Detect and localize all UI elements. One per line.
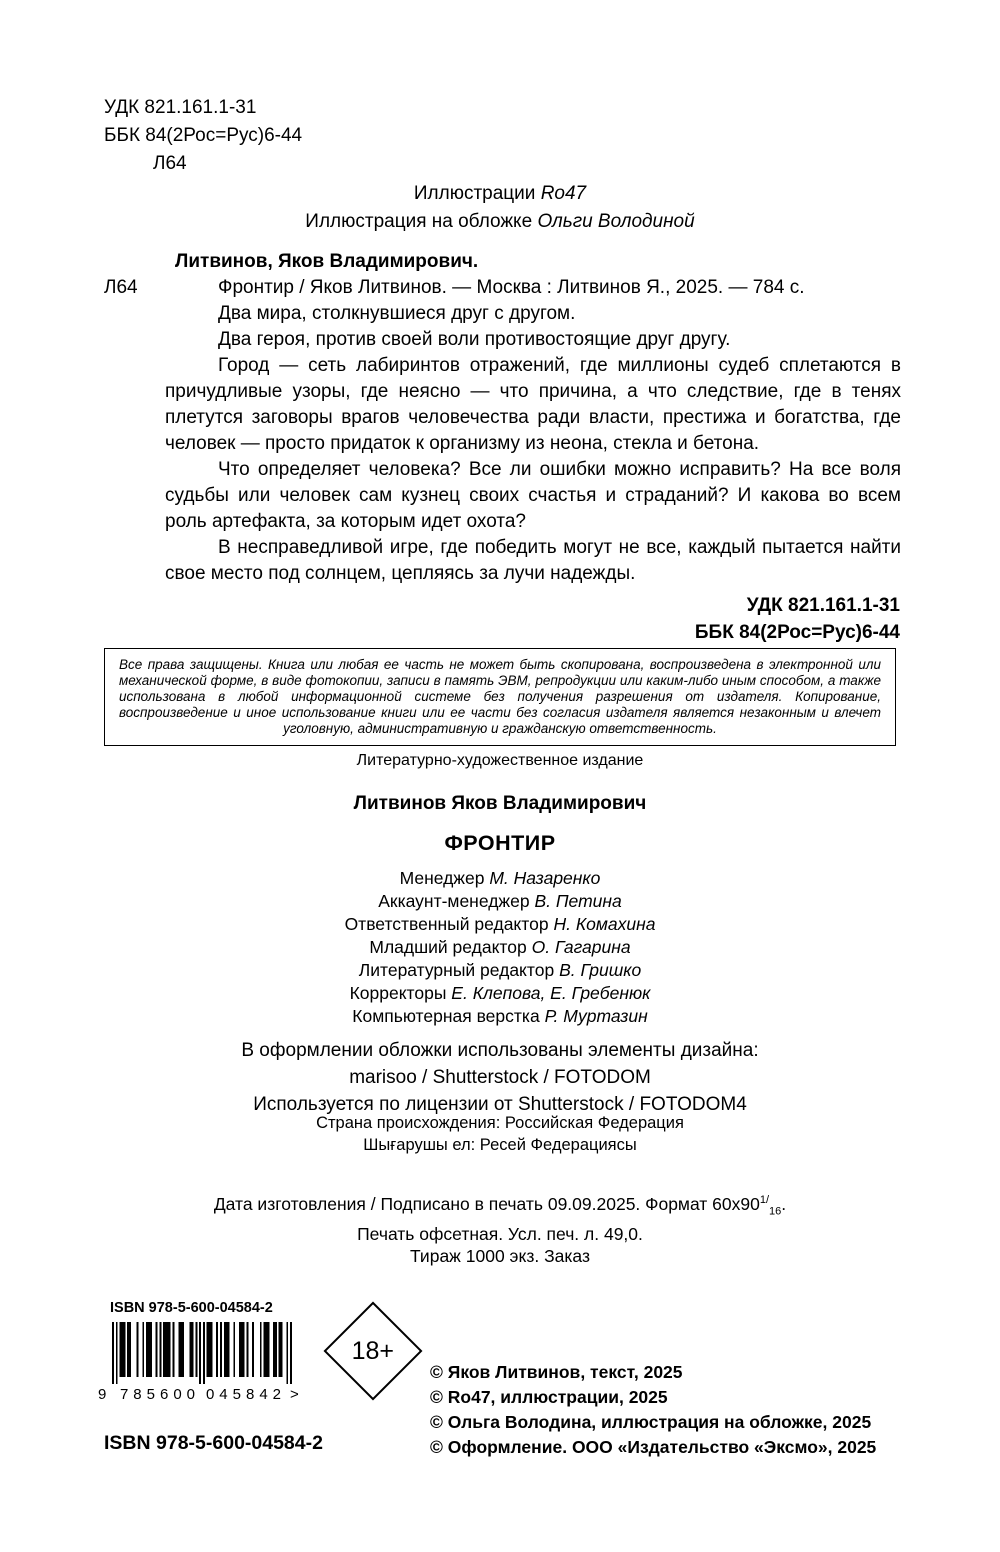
print-info-line — [0, 1189, 1000, 1223]
isbn-barcode — [98, 1322, 303, 1404]
cover-illustration-credit-line — [0, 208, 1000, 236]
credit-role: Младший редактор — [369, 937, 527, 957]
classification-codes-right — [695, 592, 900, 646]
udk-code: УДК 821.161.1-31 — [104, 97, 257, 118]
barcode-digits — [98, 1386, 303, 1404]
isbn-label-top: ISBN 978-5-600-04584-2 — [110, 1300, 273, 1316]
credit-role: Литературный редактор — [358, 960, 555, 980]
copyright-line: © Яков Литвинов, текст, 2025 — [430, 1362, 683, 1382]
bbk-code: ББК 84(2Рос=Рус)6-44 — [104, 125, 303, 146]
barcode-digit-first: 9 — [98, 1386, 107, 1403]
bib-entry: Фронтир / Яков Литвинов. — Москва : Литвинов Я., 2025. — 784 с. — [218, 277, 805, 298]
rights-notice-box — [104, 648, 896, 746]
credit-line — [0, 936, 1000, 959]
design-credit-line: marisoo / Shutterstock / FOTODOM — [349, 1067, 651, 1088]
credit-line — [0, 913, 1000, 936]
annotation-paragraph: Два мира, столкнувшиеся друг с другом. — [218, 303, 576, 324]
illustration-credit-label: Иллюстрации — [413, 183, 536, 204]
print-info-line: Печать офсетная. Усл. печ. л. 49,0. — [357, 1223, 643, 1244]
barcode-bars — [112, 1322, 292, 1384]
print-info — [0, 1189, 1000, 1268]
credit-role: Корректоры — [349, 983, 447, 1003]
credit-name: М. Назаренко — [489, 868, 601, 888]
udk-code-right: УДК 821.161.1-31 — [746, 595, 900, 616]
barcode-end-mark: > — [290, 1386, 299, 1403]
shelf-code: Л64 — [153, 153, 187, 174]
cover-design-credit — [0, 1037, 1000, 1118]
age-rating-badge — [324, 1302, 423, 1401]
origin-line: Страна происхождения: Российская Федерация — [316, 1114, 684, 1132]
bib-author-heading: Литвинов, Яков Владимирович. — [175, 251, 479, 272]
credit-line — [0, 959, 1000, 982]
print-date-format: Дата изготовления / Подписано в печать 09.09.2025. Формат 60x90 — [213, 1193, 760, 1214]
credit-name: Е. Клепова, Е. Гребенюк — [451, 983, 651, 1003]
credit-line — [0, 867, 1000, 890]
copyright-block — [430, 1360, 876, 1460]
print-info-line: Тираж 1000 экз. Заказ — [410, 1246, 590, 1267]
barcode-digit-group-1: 785600 — [119, 1386, 201, 1403]
bib-shelf-code: Л64 — [104, 277, 138, 298]
format-superscript: 1/ — [759, 1194, 770, 1206]
annotation-paragraph: Город — сеть лабиринтов отражений, где миллионы судеб сплетаются в причудливые узоры, где неясно — что причина, а что следствие, где в тенях плетутся заговоры врагов человечества ради власти, престижа и богатства, где человек — просто придаток к организму из неона, стекла и бетона. — [165, 355, 901, 454]
annotation-paragraph: Два героя, против своей воли противостоящие друг другу. — [218, 329, 731, 350]
design-credit-line: В оформлении обложки использованы элементы дизайна: — [241, 1040, 759, 1061]
bbk-code-right: ББК 84(2Рос=Рус)6-44 — [694, 622, 900, 643]
credit-name: Н. Комахина — [553, 914, 656, 934]
design-credit-line: Используется по лицензии от Shutterstock / FOTODOM4 — [253, 1094, 747, 1115]
cover-illustration-label: Иллюстрация на обложке — [305, 211, 533, 232]
format-suffix: . — [781, 1193, 787, 1214]
origin-info — [0, 1112, 1000, 1156]
book-title: ФРОНТИР — [444, 831, 556, 855]
staff-credits — [0, 867, 1000, 1028]
cover-illustrator-name: Ольги Володиной — [537, 211, 695, 232]
credit-line — [0, 982, 1000, 1005]
bibliographic-record — [104, 249, 901, 587]
copyright-line: © Оформление. ООО «Издательство «Эксмо», 2025 — [430, 1437, 877, 1457]
rights-notice-text: Все права защищены. Книга или любая ее часть не может быть скопирована, воспроизведена в электронной или механической форме, в виде фотокопии, записи в память ЭВМ, репродукции или каким-либо иным способом, а также использована в любой информационной системе без получения разрешения от издателя. Копирование, воспроизведение и иное использование книги или ее части без согласия издателя является незаконным и влечет уголовную, административную и гражданскую ответственность. — [119, 657, 881, 736]
illustration-credits — [0, 180, 1000, 236]
credit-role: Менеджер — [399, 868, 485, 888]
credit-role: Компьютерная верстка — [352, 1006, 540, 1026]
annotation-paragraph: Что определяет человека? Все ли ошибки можно исправить? На все воля судьбы или человек сам кузнец своих счастья и страданий? И какова во всем роль артефакта, за которым идет охота? — [165, 459, 901, 532]
edition-type: Литературно-художественное издание — [356, 752, 644, 769]
age-rating-text: 18+ — [351, 1336, 395, 1365]
credit-line — [0, 890, 1000, 913]
credit-line — [0, 1005, 1000, 1028]
credit-role: Аккаунт-менеджер — [378, 891, 530, 911]
format-subscript: 16 — [769, 1205, 782, 1218]
origin-line: Шығарушы ел: Ресей Федерациясы — [363, 1136, 637, 1154]
annotation-paragraph: В несправедливой игре, где победить могут не все, каждый пытается найти свое место под солнцем, цепляясь за лучи надежды. — [165, 537, 901, 584]
isbn-label-bottom: ISBN 978-5-600-04584-2 — [104, 1432, 323, 1454]
credit-name: Р. Муртазин — [544, 1006, 648, 1026]
credit-role: Ответственный редактор — [344, 914, 549, 934]
illustrator-name: Ro47 — [540, 183, 587, 204]
copyright-line: © Ro47, иллюстрации, 2025 — [430, 1387, 668, 1407]
copyright-line: © Ольга Володина, иллюстрация на обложке, 2025 — [430, 1412, 872, 1432]
author-name: Литвинов Яков Владимирович — [353, 793, 647, 814]
barcode-digit-group-2: 045842 — [205, 1386, 287, 1403]
classification-codes — [104, 94, 302, 178]
credit-name: В. Гришко — [559, 960, 642, 980]
credit-name: О. Гагарина — [531, 937, 631, 957]
illustration-credit-line — [0, 180, 1000, 208]
credit-name: В. Петина — [534, 891, 622, 911]
